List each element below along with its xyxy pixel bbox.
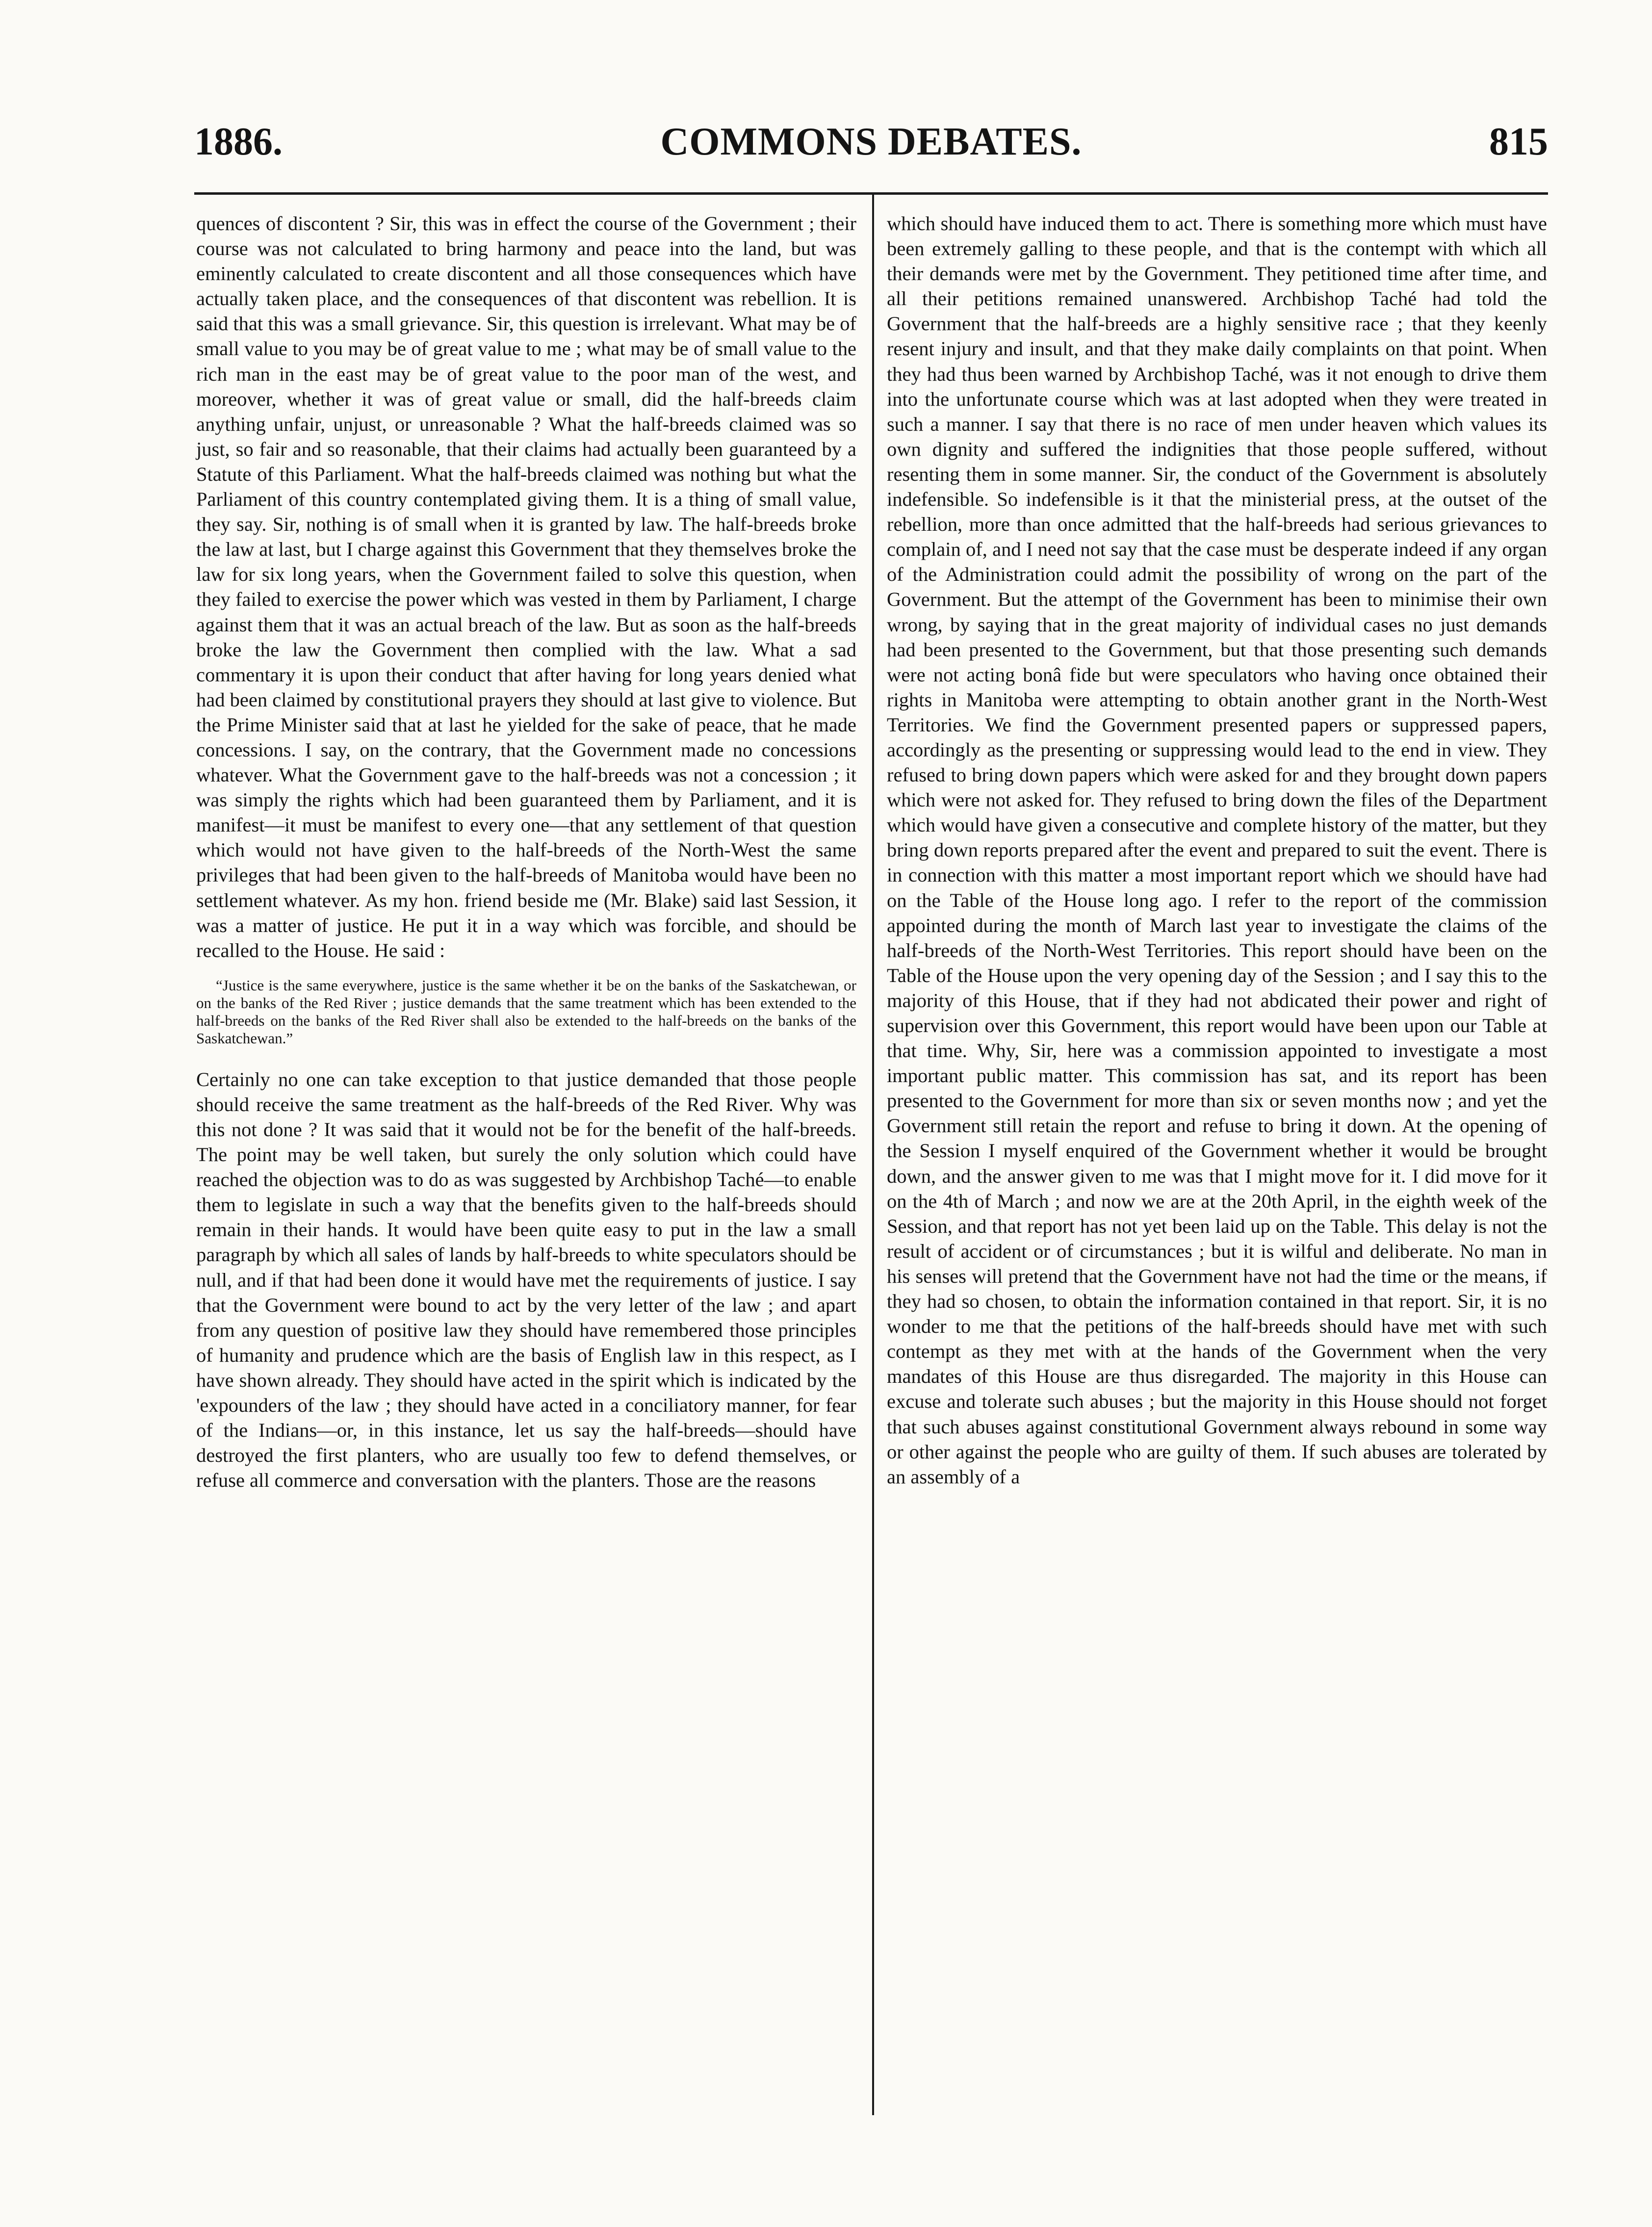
header-page-number: 815 (1489, 120, 1548, 163)
page-header (194, 120, 1548, 174)
header-rule (194, 192, 1548, 195)
right-paragraph-1: which should have induced them to act. There is something more which must have been extremely galling to these people, and that is the contempt with which all their demands were met by the Government. They petitioned time after time, and all their petitions remained unanswered. Archbishop Taché had told the Government that the half-breeds are a highly sensitive race ; that they keenly resent injury and insult, and that they make daily complaints on that point. When they had thus been warned by Archbishop Taché, was it not enough to drive them into the unfortunate course which was at last adopted when they were treated in such a manner. I say that there is no race of men under heaven which values its own dignity and suffered the indignities that those people suffered, without resenting them in some manner. Sir, the conduct of the Government is absolutely indefensible. So indefensible is it that the ministerial press, at the outset of the rebellion, more than once admitted that the half-breeds had serious grievances to complain of, and I need not say that the case must be desperate indeed if any organ of the Administration could admit the possibility of wrong on the part of the Government. But the attempt of the Government has been to minimise their own wrong, by saying that in the great majority of individual cases no just demands had been presented to the Government, but that those presenting such demands were not acting bonâ fide but were speculators who having once obtained their rights in Manitoba were attempting to obtain another grant in the North-West Territories. We find the Government presented papers or suppressed papers, accordingly as the presenting or suppressing would lead to the end in view. They refused to bring down papers which were asked for and they brought down papers which were not asked for. They refused to bring down the files of the Department which would have given a consecutive and complete history of the matter, but they bring down reports prepared after the event and prepared to suit the event. There is in connection with this matter a most important report which we should have had on the Table of the House long ago. I refer to the report of the commission appointed during the month of March last year to investigate the claims of the half-breeds of the North-West Territories. This report should have been on the Table of the House upon the very opening day of the Session ; and I say this to the majority of this House, that if they had not abdicated their power and right of supervision over this Government, this report would have been upon our Table at that time. Why, Sir, here was a commission appointed to investigate a most important public matter. This commission has sat, and its report has been presented to the Government for more than six or seven months now ; and yet the Government still retain the report and refuse to bring it down. At the opening of the Session I myself enquired of the Government whether it would be brought down, and the answer given to me was that I might move for it. I did move for it on the 4th of March ; and now we are at the 20th April, in the eighth week of the Session, and that report has not yet been laid up on the Table. This delay is not the result of accident or of circumstances ; but it is wilful and deliberate. No man in his senses will pretend that the Government have not had the time or the means, if they had so chosen, to obtain the information contained in that report. Sir, it is no wonder to me that the petitions of the half-breeds should have met with such contempt as they met with at the hands of the Government when the very mandates of this House are thus disregarded. The majority in this House can excuse and tolerate such abuses ; but the majority in this House should not forget that such abuses against constitutional Government always rebound in some way or other against the people who are guilty of them. If such abuses are tolerated by an assembly of a (887, 212, 1547, 1488)
header-title: COMMONS DEBATES. (660, 120, 1082, 163)
blake-quote: “Justice is the same everywhere, justice is the same whether it be on the banks of the Saskatchewan, or on the banks of the Red River ; justice demands that the same treatment which has been extended to the half-breeds on the banks of the Red River shall also be extended to the half-breeds on the banks of the Saskatchewan.” (196, 976, 856, 1047)
header-year: 1886. (194, 120, 283, 163)
column-divider (872, 192, 874, 2115)
right-column (887, 211, 1547, 1489)
left-paragraph-2: Certainly no one can take exception to that justice demanded that those people should receive the same treatment as the half-breeds of the Red River. Why was this not done ? It was said that it would not be for the benefit of the half-breeds. The point may be well taken, but surely the only solution which could have reached the objection was to do as was suggested by Archbishop Taché—to enable them to legislate in such a way that the benefits given to the half-breeds should remain in their hands. It would have been quite easy to put in the law a small paragraph by which all sales of lands by half-breeds to white speculators should be null, and if that had been done it would have met the requirements of justice. I say that the Government were bound to act by the very letter of the law ; and apart from any question of positive law they should have remembered those principles of humanity and prudence which are the basis of English law in this respect, as I have shown already. They should have acted in the spirit which is indicated by the 'expounders of the law ; they should have acted in a conciliatory manner, for fear of the Indians—or, in this instance, let us say the half-breeds—should have destroyed the first planters, who are usually too few to defend themselves, or refuse all commerce and conversation with the planters. Those are the reasons (196, 1068, 856, 1492)
left-paragraph-1: quences of discontent ? Sir, this was in effect the course of the Government ; their course was not calculated to bring harmony and peace into the land, but was eminently calculated to create discontent and all those consequences which have actually taken place, and the consequences of that discontent was rebellion. It is said that this was a small grievance. Sir, this question is irrelevant. What may be of small value to you may be of great value to me ; what may be of small value to the rich man in the east may be of great value to the poor man of the west, and moreover, whether it was of great value or small, did the half-breeds claim anything unfair, unjust, or unreasonable ? What the half-breeds claimed was so just, so fair and so reasonable, that their claims had actually been guaranteed by a Statute of this Parliament. What the half-breeds claimed was nothing but what the Parliament of this country contemplated giving them. It is a thing of small value, they say. Sir, nothing is of small when it is granted by law. The half-breeds broke the law at last, but I charge against this Government that they themselves broke the law for six long years, when the Government failed to solve this question, when they failed to exercise the power which was vested in them by Parliament, I charge against them that it was an actual breach of the law. But as soon as the half-breeds broke the law the Government then complied with the law. What a sad commentary it is upon their conduct that after having for long years denied what had been claimed by constitutional prayers they should at last give to violence. But the Prime Minister said that at last he yielded for the sake of peace, that he made concessions. I say, on the contrary, that the Government made no concessions whatever. What the Government gave to the half-breeds was not a concession ; it was simply the rights which had been guaranteed them by Parliament, and it is manifest—it must be manifest to every one—that any settlement of that question which would not have given to the half-breeds of the North-West the same privileges that had been given to the half-breeds of Manitoba would have been no settlement whatever. As my hon. friend beside me (Mr. Blake) said last Session, it was a matter of justice. He put it in a way which was forcible, and should be recalled to the House. He said : (196, 212, 856, 961)
left-column (196, 211, 856, 1493)
